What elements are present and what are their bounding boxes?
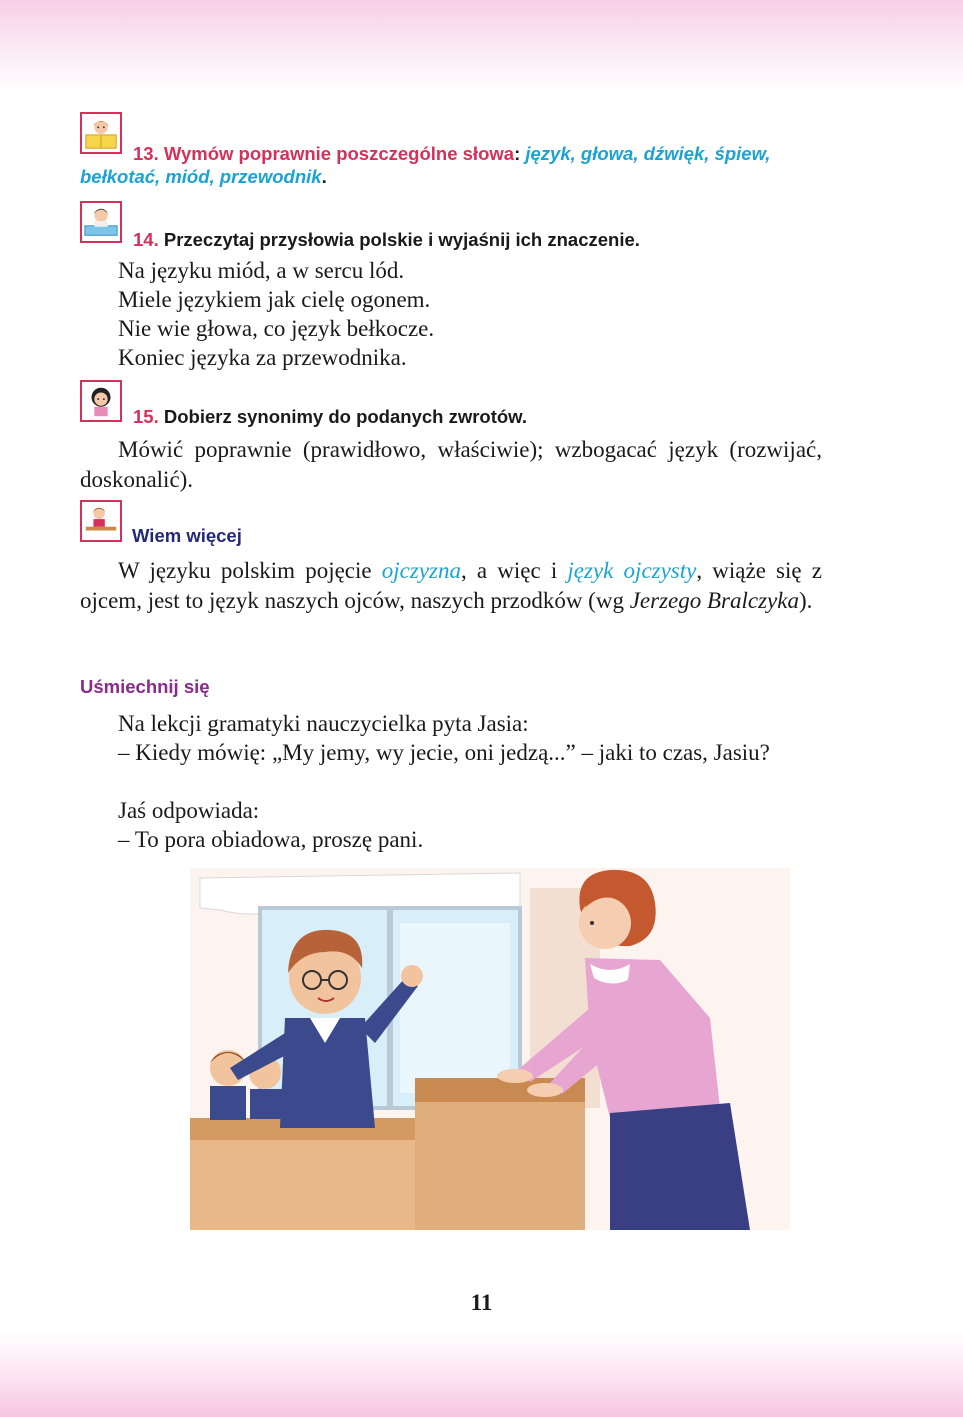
joke-line-3: Jaś odpowiada: — [118, 798, 260, 823]
wiem-text-part2: , a więc i — [461, 558, 568, 583]
proverb-2: Miele językiem jak cielę ogonem. — [118, 287, 431, 312]
usmiechnij-heading: Uśmiechnij się — [80, 676, 210, 697]
task-15-instruction — [133, 404, 527, 430]
task-13-colon: : — [514, 143, 521, 164]
wiem-text-part4: ). — [798, 587, 813, 613]
bottom-pink-band — [0, 1330, 963, 1417]
term-ojczyzna: ojczyzna — [381, 558, 461, 583]
task-13-number: 13. — [133, 143, 159, 164]
page-number: 11 — [470, 1290, 493, 1315]
top-pink-band — [0, 0, 963, 92]
wiem-text-part3: , wiąże się z ojcem, jest to język naszych ojców, naszych przodków (wg — [80, 558, 822, 613]
reading-girl-icon — [80, 112, 122, 154]
proverb-4: Koniec języka za przewodnika. — [118, 345, 407, 370]
book-student-icon — [80, 201, 122, 243]
proverb-1: Na języku miód, a w sercu lód. — [118, 258, 405, 283]
joke-line-4: – To pora obiadowa, proszę pani. — [118, 827, 424, 852]
wiem-wiecej-paragraph — [80, 556, 822, 615]
task-15-text: Mówić poprawnie (prawidłowo, właściwie); wzbogacać język (rozwijać, doskonalić). — [80, 437, 822, 492]
task-14-instruction — [133, 227, 640, 253]
girl-face-icon — [80, 380, 122, 422]
task-14-title: Przeczytaj przysłowia polskie i wyjaśnij ich znaczenie. — [163, 229, 640, 250]
task-13-period: . — [321, 166, 327, 187]
classroom-illustration — [190, 868, 790, 1230]
task-14-number: 14. — [133, 229, 159, 250]
wiem-text-part1: W języku polskim pojęcie — [118, 558, 382, 583]
joke-line-2: – Kiedy mówię: „My jemy, wy jecie, oni jedzą...” – jaki to czas, Jasiu? — [118, 740, 770, 765]
term-jezyk-ojczysty: język ojczysty — [567, 558, 697, 583]
author-name: Jerzego Bralczyka — [629, 587, 799, 613]
task-13-words-line2: bełkotać, miód, przewodnik — [80, 166, 322, 187]
wiem-wiecej-heading: Wiem więcej — [132, 525, 242, 546]
task-13-words-line1: język, głowa, dźwięk, śpiew, — [525, 143, 771, 164]
joke-line-1: Na lekcji gramatyki nauczycielka pyta Jasia: — [118, 711, 529, 736]
task-13-words-line2-row — [80, 164, 327, 190]
task-13-title: Wymów poprawnie poszczególne słowa — [163, 143, 515, 164]
task-15-title: Dobierz synonimy do podanych zwrotów. — [163, 406, 528, 427]
task-15-number: 15. — [133, 406, 159, 427]
proverb-3: Nie wie głowa, co język bełkocze. — [118, 316, 435, 341]
student-at-desk-icon — [80, 500, 122, 542]
